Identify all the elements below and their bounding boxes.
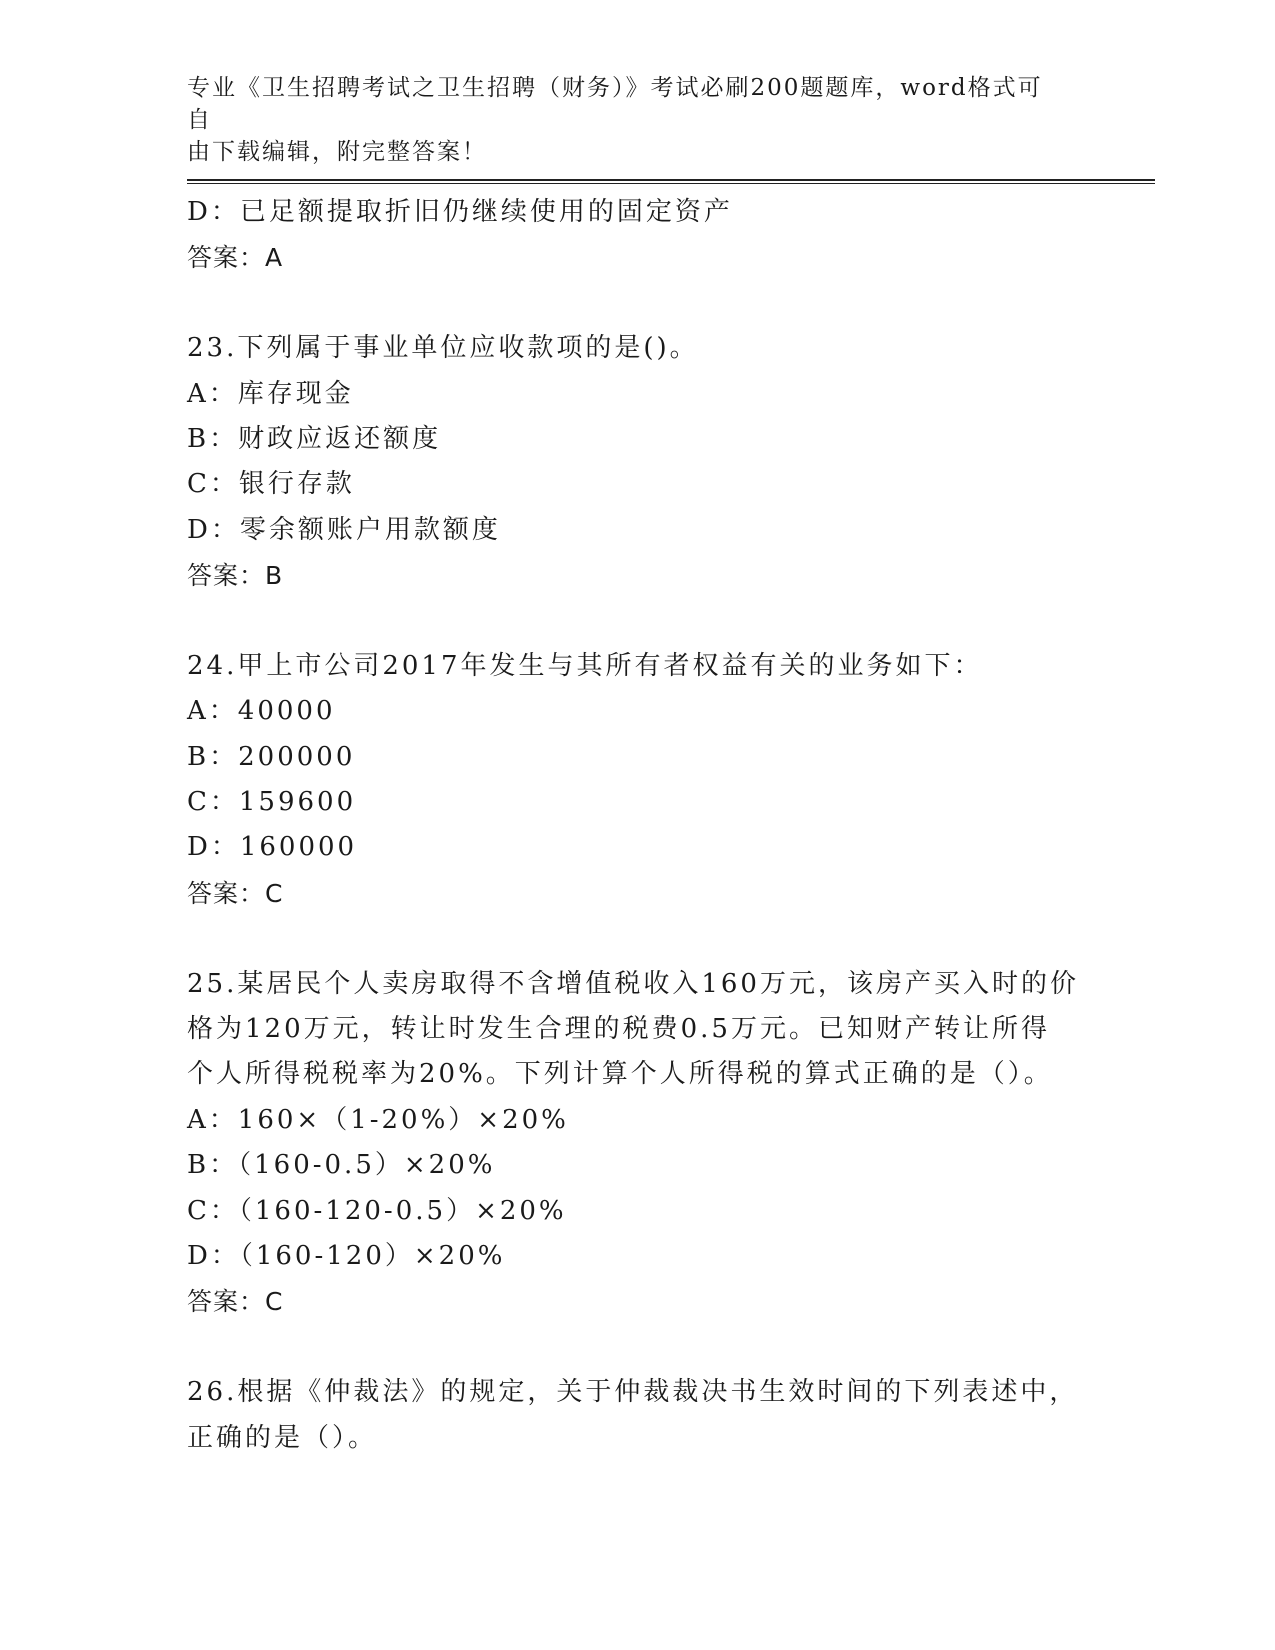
option-a: A：40000 bbox=[187, 696, 336, 727]
option-b: B：财政应返还额度 bbox=[187, 423, 442, 454]
spacer bbox=[187, 916, 1087, 961]
answer: 答案：C bbox=[187, 1287, 284, 1317]
question-stem: 23.下列属于事业单位应收款项的是()。 bbox=[187, 333, 699, 364]
option-d: D：已足额提取折旧仍继续使用的固定资产 bbox=[187, 197, 733, 227]
question-26 bbox=[187, 1370, 1087, 1461]
spacer bbox=[187, 599, 1087, 644]
question-stem-line-2: 格为120万元，转让时发生合理的税费0.5万元。已知财产转让所得 bbox=[187, 1014, 1050, 1045]
option-a: A：库存现金 bbox=[187, 378, 354, 409]
option-c: C：159600 bbox=[187, 787, 357, 818]
answer: 答案：A bbox=[187, 243, 284, 273]
option-c: C：银行存款 bbox=[187, 469, 355, 500]
question-stem-line-3: 个人所得税税率为20%。下列计算个人所得税的算式正确的是（）。 bbox=[187, 1059, 1053, 1090]
question-list bbox=[187, 190, 1087, 1461]
question-25 bbox=[187, 962, 1087, 1325]
option-d: D：零余额账户用款额度 bbox=[187, 514, 501, 545]
spacer bbox=[187, 281, 1087, 326]
spacer bbox=[187, 1325, 1087, 1370]
question-24 bbox=[187, 644, 1087, 916]
option-b: B：200000 bbox=[187, 741, 356, 772]
question-stem-line-2: 正确的是（）。 bbox=[187, 1422, 378, 1453]
answer: 答案：C bbox=[187, 878, 284, 908]
question-stem-line-1: 26.根据《仲裁法》的规定，关于仲裁裁决书生效时间的下列表述中， bbox=[187, 1377, 1079, 1408]
header-line-2: 由下载编辑，附完整答案！ bbox=[187, 139, 487, 165]
header-line-1: 专业《卫生招聘考试之卫生招聘（财务）》考试必刷200题题库，word格式可自 bbox=[187, 75, 1043, 133]
question-23 bbox=[187, 326, 1087, 598]
answer: 答案：B bbox=[187, 561, 284, 591]
option-d: D：160000 bbox=[187, 832, 358, 863]
option-d: D：（160-120）×20% bbox=[187, 1240, 506, 1271]
option-b: B：（160-0.5）×20% bbox=[187, 1150, 496, 1181]
option-a: A：160×（1-20%）×20% bbox=[187, 1104, 569, 1135]
option-c: C：（160-120-0.5）×20% bbox=[187, 1195, 567, 1226]
header-divider-thick bbox=[187, 179, 1155, 181]
question-stem-line-1: 25.某居民个人卖房取得不含增值税收入160万元，该房产买入时的价 bbox=[187, 968, 1079, 999]
question-stem: 24.甲上市公司2017年发生与其所有者权益有关的业务如下： bbox=[187, 650, 983, 681]
document-header bbox=[187, 72, 1067, 168]
header-divider-thin bbox=[187, 183, 1155, 184]
